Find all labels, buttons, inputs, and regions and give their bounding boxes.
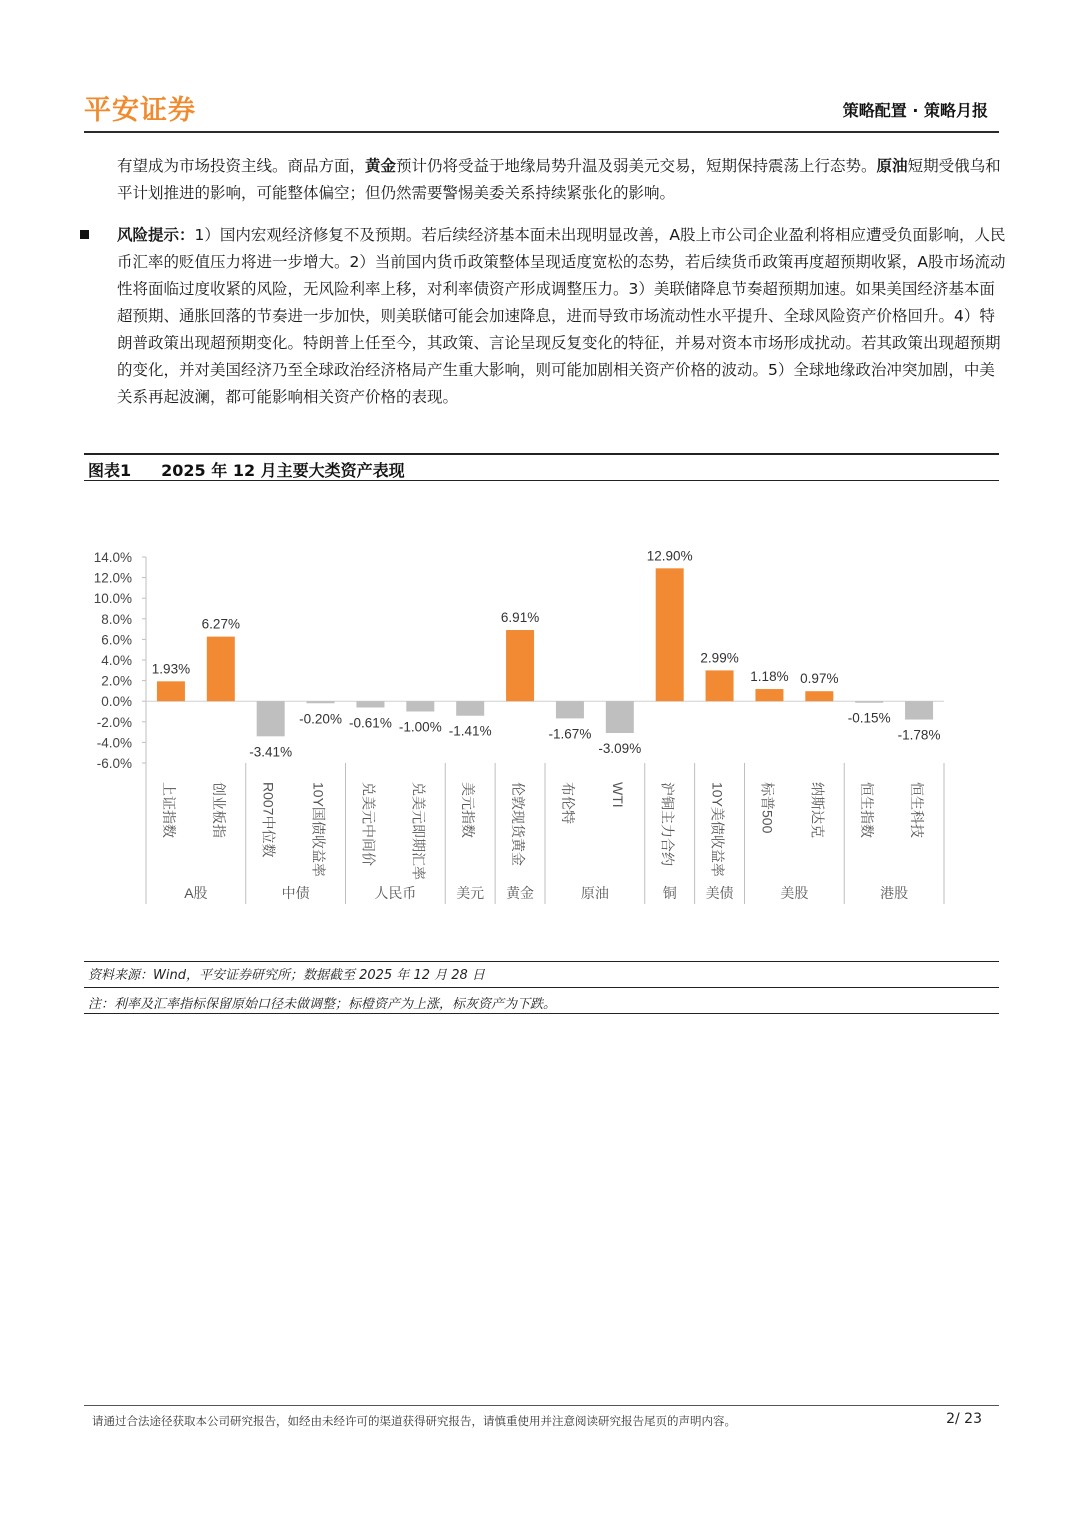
page-number: 2/ 23 (946, 1411, 982, 1427)
figure-title: 2025 年 12 月主要大类资产表现 (161, 461, 405, 480)
brand-logo: 平安证券 (84, 95, 196, 126)
risk-text: 1）国内宏观经济修复不及预期。若后续经济基本面未出现明显改善，A股上市公司企业盈利将相应遭受负面影响，人民币汇率的贬值压力将进一步增大。2）当前国内货币政策整体呈现适度宽松的态势，若后续货币政策再度超预期收紧，A股市场流动性将面临过度收紧的风险，无风险利率上移，对利率债资产形成调整压力。3）美联储降息节奏超预期加速。如果美国经济基本面超预期、通胀回落的节奏进一步加快，则美联储可能会加速降息，进而导致市场流动性水平提升、全球风险资产价格回升。4）特朗普政策出现超预期变化。特朗普上任至今，其政策、言论呈现反复变化的特征，并易对资本市场形成扰动。若其政策出现超预期的变化，并对美国经济乃至全球政治经济格局产生重大影响，则可能加剧相关资产价格的波动。5）全球地缘政治冲突加剧，中美关系再起波澜，都可能影响相关资产价格的表现。 (117, 226, 1006, 406)
group-label: 原油 (580, 885, 609, 901)
bar (905, 701, 933, 719)
figure-title-rule (84, 480, 999, 481)
data-label: -3.41% (249, 744, 293, 760)
data-label: -1.00% (398, 719, 442, 735)
footer-divider (84, 1405, 999, 1406)
category-label: 布伦特 (559, 782, 576, 824)
paragraph-commodities (117, 153, 1009, 207)
bar (755, 689, 783, 701)
data-label: 2.99% (700, 650, 739, 666)
data-label: -0.61% (349, 715, 392, 731)
figure-top-rule (84, 453, 999, 455)
risk-label: 风险提示： (117, 226, 195, 244)
data-label: -0.20% (299, 711, 342, 727)
category-label: 兑美元即期汇率 (410, 782, 427, 880)
y-tick-label: 0.0% (101, 694, 132, 710)
y-tick-label: 8.0% (101, 611, 132, 627)
category-label: 10Y美债收益率 (709, 782, 726, 877)
y-tick-label: -6.0% (96, 756, 132, 771)
category-label: 恒生指数 (859, 782, 876, 838)
group-label: 铜 (662, 885, 677, 901)
bar (556, 701, 584, 718)
category-label: WTI (609, 782, 626, 808)
paragraph-risk (117, 222, 1009, 411)
group-label: A股 (184, 885, 208, 901)
category-label: 美元指数 (460, 782, 477, 838)
data-label: 0.97% (800, 671, 839, 687)
y-tick-label: 6.0% (101, 632, 132, 648)
bar (855, 701, 883, 703)
bar (656, 568, 684, 701)
bar (456, 701, 484, 716)
group-label: 美债 (705, 885, 734, 901)
highlight-term: 原油 (876, 157, 908, 175)
data-label: 1.93% (151, 661, 191, 677)
category-label: 伦敦现货黄金 (510, 782, 527, 866)
figure-label: 图表1 (88, 461, 132, 480)
bar (207, 637, 235, 702)
paragraph-run: 短期受俄乌和平计划推进的影响，可能整体偏空；但仍然需要警惕美委关系持续紧张化的影响。 (117, 157, 1001, 202)
report-section-title: 策略配置 · 策略月报 (842, 101, 988, 120)
category-label: 10Y国债收益率 (310, 782, 327, 877)
bar (706, 670, 734, 701)
category-label: 标普500 (759, 782, 776, 834)
group-label: 黄金 (506, 885, 535, 901)
category-label: 纳斯达克 (809, 782, 826, 838)
y-tick-label: 12.0% (93, 570, 132, 586)
bar (157, 681, 185, 701)
bar (506, 630, 534, 701)
bar (606, 701, 634, 733)
category-label: 恒生科技 (909, 782, 926, 838)
category-label: R007中位数 (260, 782, 277, 858)
y-tick-label: 4.0% (101, 653, 132, 668)
y-tick-label: -4.0% (96, 735, 132, 751)
category-label: 上证指数 (160, 782, 177, 838)
figure-caption (88, 458, 435, 481)
data-label: 6.27% (201, 616, 240, 632)
category-label: 兑美元中间价 (360, 782, 377, 866)
group-label: 港股 (880, 885, 909, 901)
data-label: -1.67% (548, 726, 592, 742)
category-label: 创业板指 (210, 782, 227, 838)
data-label: -0.15% (847, 710, 891, 726)
data-label: -1.41% (448, 723, 492, 739)
source-bottom-rule (84, 1013, 999, 1014)
y-tick-label: 10.0% (93, 591, 132, 607)
group-label: 美股 (780, 885, 809, 901)
data-label: -1.78% (897, 727, 941, 743)
y-tick-label: -2.0% (96, 714, 132, 730)
data-source: 资料来源：Wind，平安证券研究所；数据截至 2025 年 12 月 28 日 (88, 968, 485, 983)
bar (805, 691, 833, 701)
chart-note: 注：利率及汇率指标保留原始口径未做调整；标橙资产为上涨，标灰资产为下跌。 (88, 997, 557, 1012)
group-label: 人民币 (374, 885, 417, 901)
y-tick-label: 14.0% (93, 550, 132, 565)
y-tick-label: 2.0% (101, 673, 132, 689)
group-label: 中债 (281, 885, 310, 901)
bar (356, 701, 384, 707)
bar (406, 701, 434, 711)
highlight-term: 黄金 (365, 157, 397, 175)
data-label: 1.18% (750, 669, 789, 685)
category-label: 沪铜主力合约 (659, 782, 676, 866)
header-divider (84, 131, 999, 133)
bullet-square-icon (80, 230, 89, 239)
bar (307, 701, 335, 703)
paragraph-run: 预计仍将受益于地缘局势升温及弱美元交易，短期保持震荡上行态势。 (396, 157, 877, 175)
data-label: -3.09% (598, 741, 642, 757)
footer-disclaimer: 请通过合法途径获取本公司研究报告，如经由未经许可的渠道获得研究报告，请慎重使用并注意阅读研究报告尾页的声明内容。 (92, 1414, 736, 1428)
bar (257, 701, 285, 736)
paragraph-run: 有望成为市场投资主线。商品方面， (117, 157, 366, 175)
data-label: 6.91% (500, 610, 540, 626)
source-top-rule (84, 961, 999, 962)
group-label: 美元 (456, 885, 485, 901)
data-label: 12.90% (646, 548, 693, 564)
asset-performance-chart (84, 520, 984, 920)
source-mid-rule (84, 987, 999, 988)
